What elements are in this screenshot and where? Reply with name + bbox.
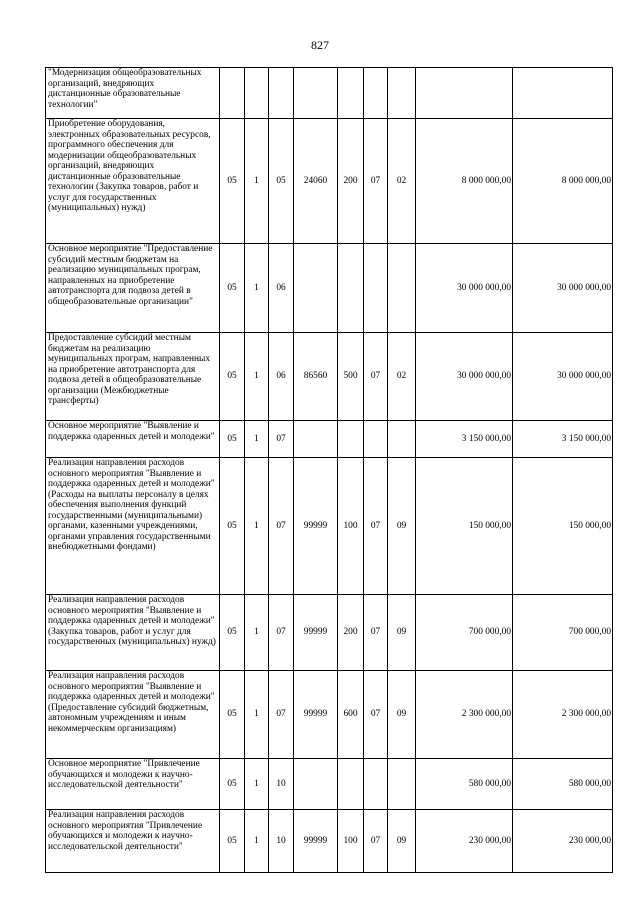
amount-2: 2 300 000,00 (513, 671, 613, 759)
code-direction: 99999 (294, 810, 338, 873)
code-event (269, 68, 294, 119)
amount-1: 700 000,00 (416, 595, 513, 671)
code-section: 07 (364, 595, 388, 671)
amount-1: 30 000 000,00 (416, 333, 513, 421)
code-subprogram: 1 (245, 333, 269, 421)
code-subsection: 02 (388, 119, 416, 244)
code-program: 05 (220, 421, 245, 458)
code-event: 07 (269, 421, 294, 458)
code-subsection: 09 (388, 458, 416, 595)
code-expense-type (338, 421, 364, 458)
code-subprogram (245, 68, 269, 119)
code-section (364, 244, 388, 333)
table-row (46, 595, 613, 671)
code-event: 07 (269, 458, 294, 595)
code-expense-type: 100 (338, 458, 364, 595)
code-subprogram: 1 (245, 244, 269, 333)
table-row (46, 671, 613, 759)
amount-2: 700 000,00 (513, 595, 613, 671)
amount-2: 3 150 000,00 (513, 421, 613, 458)
code-program: 05 (220, 244, 245, 333)
code-expense-type: 200 (338, 595, 364, 671)
page-number: 827 (311, 38, 329, 52)
table-row (46, 421, 613, 458)
code-direction: 24060 (294, 119, 338, 244)
code-expense-type: 500 (338, 333, 364, 421)
code-expense-type (338, 244, 364, 333)
code-section: 07 (364, 333, 388, 421)
table-row (46, 68, 613, 119)
code-subprogram: 1 (245, 421, 269, 458)
row-name: "Модернизация общеобразовательных организаций, внедряющих дистанционные образовательные технологии" (46, 68, 220, 119)
table-row (46, 333, 613, 421)
amount-1: 580 000,00 (416, 759, 513, 810)
code-section: 07 (364, 119, 388, 244)
code-subsection (388, 68, 416, 119)
code-event: 06 (269, 333, 294, 421)
code-event: 06 (269, 244, 294, 333)
code-subsection (388, 421, 416, 458)
code-event: 10 (269, 759, 294, 810)
row-name: Реализация направления расходов основного мероприятия "Выявление и поддержка одаренных детей и молодежи" (Расходы на выплаты персоналу в целях обеспечения выполнения функций государственными (муниципальными) органами, казенными учреждениями, органами управления государственными внебюджетными фондами) (46, 458, 220, 595)
code-section: 07 (364, 810, 388, 873)
code-expense-type (338, 759, 364, 810)
code-subprogram: 1 (245, 810, 269, 873)
amount-1: 3 150 000,00 (416, 421, 513, 458)
amount-1: 150 000,00 (416, 458, 513, 595)
code-section: 07 (364, 458, 388, 595)
amount-1 (416, 68, 513, 119)
amount-2 (513, 68, 613, 119)
code-program: 05 (220, 671, 245, 759)
code-subsection (388, 759, 416, 810)
code-subprogram: 1 (245, 595, 269, 671)
row-name: Приобретение оборудования, электронных образовательных ресурсов, программного обеспечения для модернизации общеобразовательных организаций, внедряющих дистанционные образовательные технологии (Закупка товаров, работ и услуг для государственных (муниципальных) нужд) (46, 119, 220, 244)
code-subsection: 09 (388, 810, 416, 873)
code-subsection: 02 (388, 333, 416, 421)
code-direction: 86560 (294, 333, 338, 421)
code-subsection (388, 244, 416, 333)
amount-1: 2 300 000,00 (416, 671, 513, 759)
amount-2: 230 000,00 (513, 810, 613, 873)
code-program: 05 (220, 759, 245, 810)
table-row (46, 458, 613, 595)
code-subsection: 09 (388, 671, 416, 759)
table-row (46, 244, 613, 333)
code-direction (294, 244, 338, 333)
code-event: 05 (269, 119, 294, 244)
row-name: Предоставление субсидий местным бюджетам на реализацию муниципальных програм, направленных на приобретение автотранспорта для подвоза детей в общеобразовательные организации (Межбюджетные трансферты) (46, 333, 220, 421)
code-direction (294, 68, 338, 119)
code-event: 07 (269, 595, 294, 671)
row-name: Реализация направления расходов основного мероприятия "Выявление и поддержка одаренных детей и молодежи" (Предоставление субсидий бюджетным, автономным учреждениям и иным некоммерческим организациям) (46, 671, 220, 759)
code-program: 05 (220, 810, 245, 873)
row-name: Основное мероприятие "Выявление и поддержка одаренных детей и молодежи" (46, 421, 220, 458)
code-program: 05 (220, 333, 245, 421)
code-event: 07 (269, 671, 294, 759)
code-direction: 99999 (294, 671, 338, 759)
code-subprogram: 1 (245, 671, 269, 759)
code-expense-type (338, 68, 364, 119)
code-subprogram: 1 (245, 119, 269, 244)
amount-2: 30 000 000,00 (513, 333, 613, 421)
amount-2: 8 000 000,00 (513, 119, 613, 244)
table-row (46, 810, 613, 873)
table-row (46, 119, 613, 244)
code-direction (294, 759, 338, 810)
code-section (364, 68, 388, 119)
code-program: 05 (220, 595, 245, 671)
row-name: Реализация направления расходов основного мероприятия "Выявление и поддержка одаренных детей и молодежи" (Закупка товаров, работ и услуг для государственных (муниципальных) нужд) (46, 595, 220, 671)
code-direction: 99999 (294, 595, 338, 671)
code-subprogram: 1 (245, 458, 269, 595)
amount-1: 230 000,00 (416, 810, 513, 873)
code-direction (294, 421, 338, 458)
code-program (220, 68, 245, 119)
amount-2: 580 000,00 (513, 759, 613, 810)
code-expense-type: 200 (338, 119, 364, 244)
code-section: 07 (364, 671, 388, 759)
row-name: Основное мероприятие "Предоставление субсидий местным бюджетам на реализацию муниципальных програм, направленных на приобретение автотранспорта для подвоза детей в общеобразовательные организации" (46, 244, 220, 333)
code-event: 10 (269, 810, 294, 873)
code-expense-type: 100 (338, 810, 364, 873)
code-direction: 99999 (294, 458, 338, 595)
budget-table (45, 67, 613, 873)
amount-1: 8 000 000,00 (416, 119, 513, 244)
code-program: 05 (220, 119, 245, 244)
code-section (364, 421, 388, 458)
code-section (364, 759, 388, 810)
code-expense-type: 600 (338, 671, 364, 759)
code-program: 05 (220, 458, 245, 595)
code-subsection: 09 (388, 595, 416, 671)
code-subprogram: 1 (245, 759, 269, 810)
table-row (46, 759, 613, 810)
row-name: Основное мероприятие "Привлечение обучающихся и молодежи к научно-исследовательской деятельности" (46, 759, 220, 810)
amount-2: 30 000 000,00 (513, 244, 613, 333)
row-name: Реализация направления расходов основного мероприятия "Привлечение обучающихся и молодежи к научно-исследовательской деятельности" (46, 810, 220, 873)
amount-2: 150 000,00 (513, 458, 613, 595)
amount-1: 30 000 000,00 (416, 244, 513, 333)
